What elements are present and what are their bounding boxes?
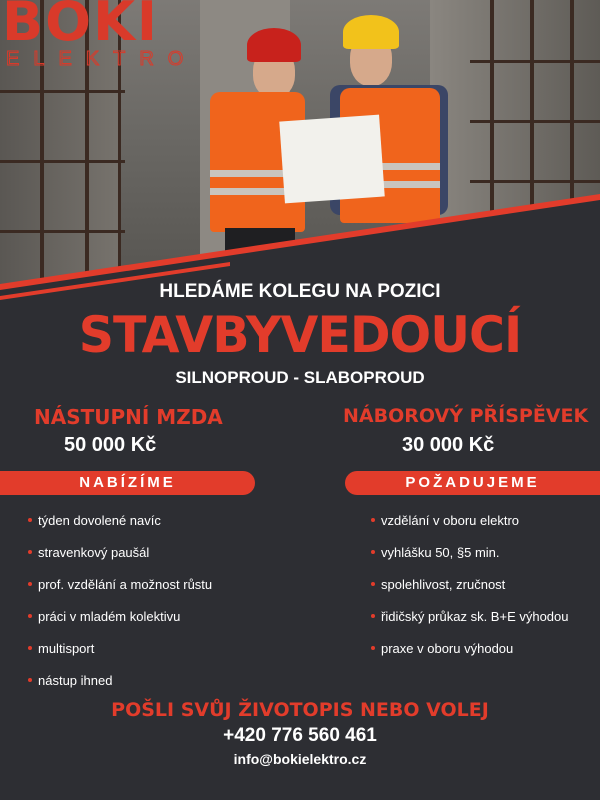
bullet-icon	[371, 582, 375, 586]
logo-wordmark: BOKI	[2, 0, 160, 53]
salary-value: 50 000 Kč	[64, 434, 157, 456]
email-link[interactable]: info@bokielektro.cz	[233, 751, 367, 767]
bullet-icon	[28, 550, 32, 554]
bonus-value: 30 000 Kč	[402, 434, 495, 456]
logo-subtitle: ELEKTRO	[6, 48, 198, 70]
offer-heading: NABÍZÍME	[0, 471, 255, 495]
bullet-icon	[371, 518, 375, 522]
job-poster: BOKI ELEKTRO HLEDÁME KOLEGU NA POZICI STAVBYVEDOUCÍ SILNOPROUD - SLABOPROUD NÁSTUPNÍ MZDA 50 000 Kč NÁBOROVÝ PŘÍSPĚVEK 30 000 Kč NABÍZÍME POŽADUJEME týden dovolené navíc stravenkový paušál prof. vzdělání a možnost růstu práci v mladém kolektivu multisport nástup ihned vzdělání v oboru elektro vyhlášku 50, §5 min. spolehlivost, zručnost řidičský průkaz sk. B+E výhodou praxe v oboru výhodou POŠLI SVŮJ ŽIVOTOPIS NEBO VOLEJ +420 776 560 461 info@bokielektro.cz	[0, 0, 600, 800]
bullet-icon	[371, 614, 375, 618]
bullet-icon	[28, 678, 32, 682]
bullet-icon	[28, 646, 32, 650]
call-to-action: POŠLI SVŮJ ŽIVOTOPIS NEBO VOLEJ	[111, 699, 489, 721]
bullet-icon	[371, 646, 375, 650]
requirements-heading: POŽADUJEME	[345, 471, 600, 495]
bonus-label: NÁBOROVÝ PŘÍSPĚVEK	[343, 405, 589, 427]
bullet-icon	[28, 518, 32, 522]
phone-number[interactable]: +420 776 560 461	[223, 725, 377, 746]
job-subtitle: SILNOPROUD - SLABOPROUD	[175, 368, 425, 387]
bullet-icon	[371, 550, 375, 554]
bullet-icon	[28, 614, 32, 618]
salary-label: NÁSTUPNÍ MZDA	[34, 405, 223, 429]
headline: HLEDÁME KOLEGU NA POZICI	[159, 281, 441, 302]
bullet-icon	[28, 582, 32, 586]
job-title: STAVBYVEDOUCÍ	[78, 306, 522, 364]
